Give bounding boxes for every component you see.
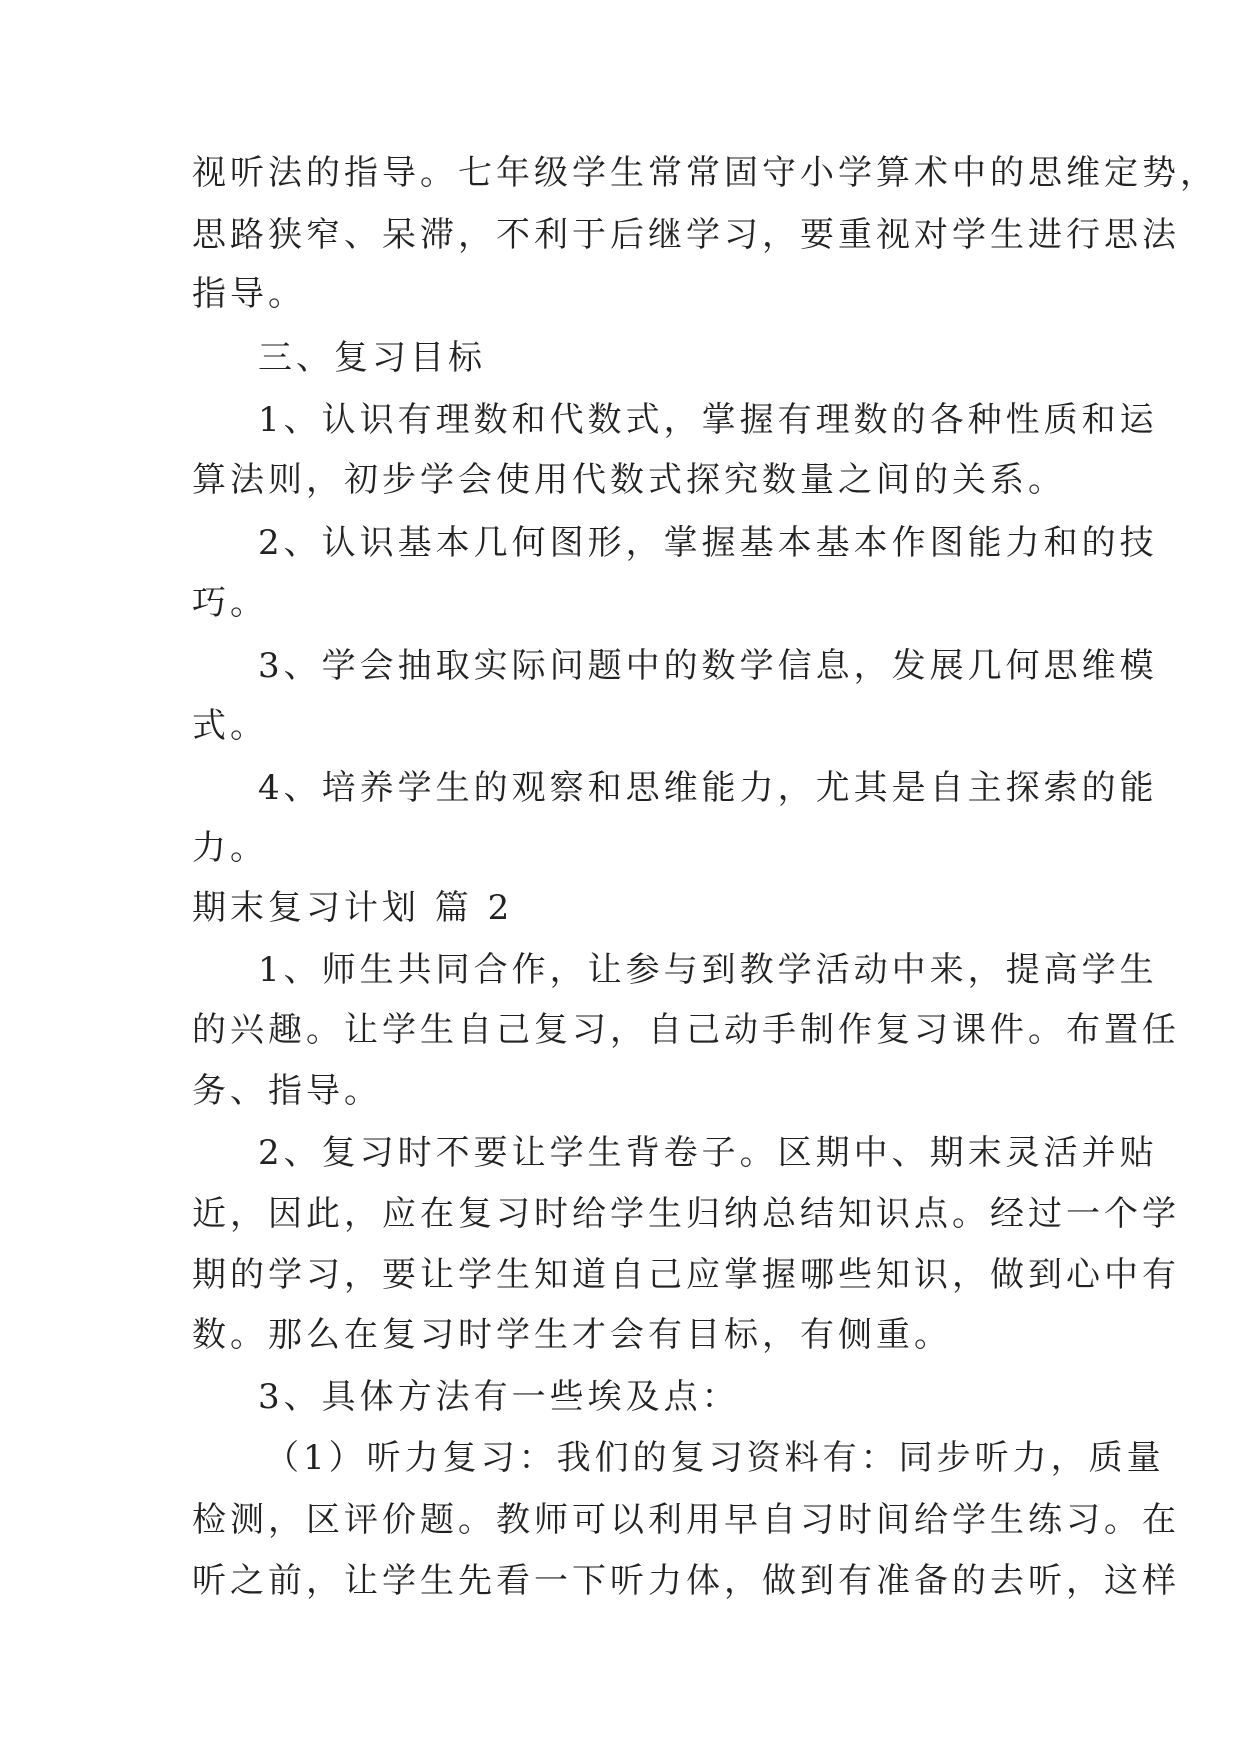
paragraph-line: 3、学会抽取实际问题中的数学信息，发展几何思维模 [258,646,1158,686]
paragraph-line: 式。 [192,706,268,746]
paragraph-line: 务、指导。 [192,1071,382,1111]
paragraph-line: 3、具体方法有一些埃及点： [258,1377,740,1417]
paragraph-line: 2、认识基本几何图形，掌握基本基本作图能力和的技 [258,523,1158,563]
paragraph-line: 期的学习，要让学生知道自己应掌握哪些知识，做到心中有 [192,1255,1180,1295]
paragraph-line: 检测，区评价题。教师可以利用早自习时间给学生练习。在 [192,1500,1180,1540]
paragraph-line: （1）听力复习：我们的复习资料有：同步听力，质量 [265,1438,1165,1478]
paragraph-line: 指导。 [192,274,306,314]
paragraph-line: 的兴趣。让学生自己复习，自己动手制作复习课件。布置任 [192,1010,1180,1050]
paragraph-line: 4、培养学生的观察和思维能力，尤其是自主探索的能 [258,768,1158,808]
paragraph-line: 1、认识有理数和代数式，掌握有理数的各种性质和运 [258,400,1158,440]
article-title: 期末复习计划 篇 2 [192,888,514,928]
paragraph-line: 2、复习时不要让学生背卷子。区期中、期末灵活并贴 [258,1133,1158,1173]
section-heading: 三、复习目标 [258,338,486,378]
paragraph-line: 力。 [192,828,268,868]
paragraph-line: 听之前，让学生先看一下听力体，做到有准备的去听，这样 [192,1561,1180,1601]
paragraph-line: 1、师生共同合作，让参与到教学活动中来，提高学生 [258,950,1158,990]
paragraph-line: 视听法的指导。七年级学生常常固守小学算术中的思维定势， [192,153,1218,193]
paragraph-line: 数。那么在复习时学生才会有目标，有侧重。 [192,1315,952,1355]
paragraph-line: 算法则，初步学会使用代数式探究数量之间的关系。 [192,460,1066,500]
paragraph-line: 思路狭窄、呆滞，不利于后继学习，要重视对学生进行思法 [192,215,1180,255]
paragraph-line: 近，因此，应在复习时给学生归纳总结知识点。经过一个学 [192,1194,1180,1234]
paragraph-line: 巧。 [192,583,268,623]
